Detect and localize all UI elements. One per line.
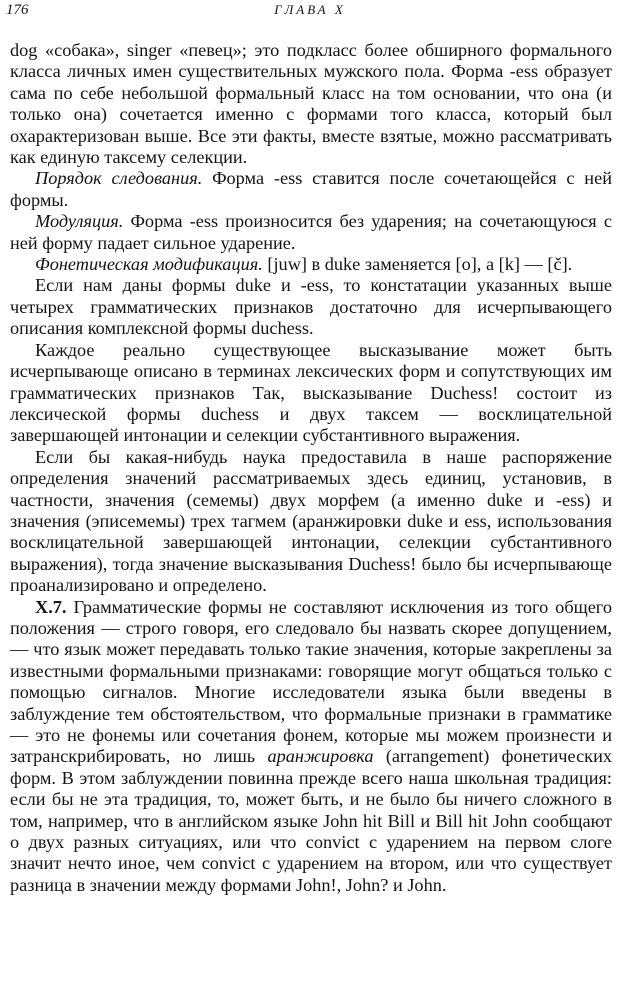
term-label: Модуляция. [35, 211, 124, 232]
paragraph-modulation [10, 211, 612, 254]
paragraph-duke-ess: Если нам даны формы duke и -ess, то констатации указанных выше четырех грамматических признаков достаточно для исчерпывающего описания комплексной формы duchess. [10, 275, 612, 339]
paragraph-semantics: Если бы какая-нибудь наука предоставила в наше распоряжение определения значений рассматриваемых здесь единиц, установив, в частности, значения (семемы) двух морфем (а именно duke и -ess) и значения (эписемемы) трех тагмем (аранжировки duke и ess, использования восклицательной завершающей интонации, селекции субстантивного выражения), тогда значение высказывания Duchess! было бы исчерпывающе проанализировано и определено. [10, 446, 612, 596]
section-number: X.7. [35, 596, 67, 617]
running-head: ГЛАВА X [274, 2, 346, 17]
term-label: Фонетическая модификация. [35, 254, 263, 275]
page-header [0, 0, 620, 20]
paragraph-text: Форма -ess произносится без ударения; на сочетающуюся с ней форму падает сильное ударение. [10, 211, 612, 253]
paragraph-continuation: dog «собака», singer «певец»; это подкласс более обширного формального класса личных имен существительных мужского пола. Форма -ess образует сама по себе небольшой формальный класс на том основании, что она (и только она) сочетается именно с формами того класса, который был охарактеризован выше. Все эти факты, вместе взятые, можно рассматривать как единую таксему селекции. [10, 40, 612, 168]
paragraph-phonetic-modification [10, 254, 612, 275]
paragraph-text: Форма -ess ставится после сочетающейся с ней формы. [10, 168, 612, 210]
page-number: 176 [6, 2, 29, 18]
paragraph-text: (arrangement) фонетических форм. В этом заблуждении повинна прежде всего наша школьная традиция: если бы не эта традиция, то, может быть, и не было бы ничего сложного в том, например, что в английском языке John hit Bill и Bill hit John сообщают о двух разных ситуациях, или что convict с ударением на первом слоге значит нечто иное, чем convict с ударением на втором, или что существует разница в значении между формами John!, John? и John. [10, 746, 612, 895]
page-body [10, 40, 612, 896]
italic-term: аранжировка [267, 746, 374, 767]
paragraph-utterance: Каждое реально существующее высказывание может быть исчерпывающе описано в терминах лексических форм и сопутствующих им грамматических признаков Так, высказывание Duchess! состоит из лексической формы duchess и двух таксем — восклицательной завершающей интонации и селекции субстантивного выражения. [10, 339, 612, 446]
paragraph-text: Грамматические формы не составляют исключения из того общего положения — строго говоря, его следовало бы назвать скорее допущением, — что язык может передавать только такие значения, которые закреплены за известными формальными признаками: говорящие могут общаться только с помощью сигналов. Многие исследователи языка были введены в заблуждение тем обстоятельством, что формальные признаки в грамматике — это не фонемы или сочетания фонем, которые мы можем произнести и затранскрибировать, но лишь [10, 596, 612, 767]
paragraph-text: [juw] в duke заменяется [o], а [k] — [č]. [262, 254, 573, 275]
section-x7 [10, 597, 612, 897]
paragraph-order [10, 168, 612, 211]
term-label: Порядок следования. [35, 168, 203, 189]
